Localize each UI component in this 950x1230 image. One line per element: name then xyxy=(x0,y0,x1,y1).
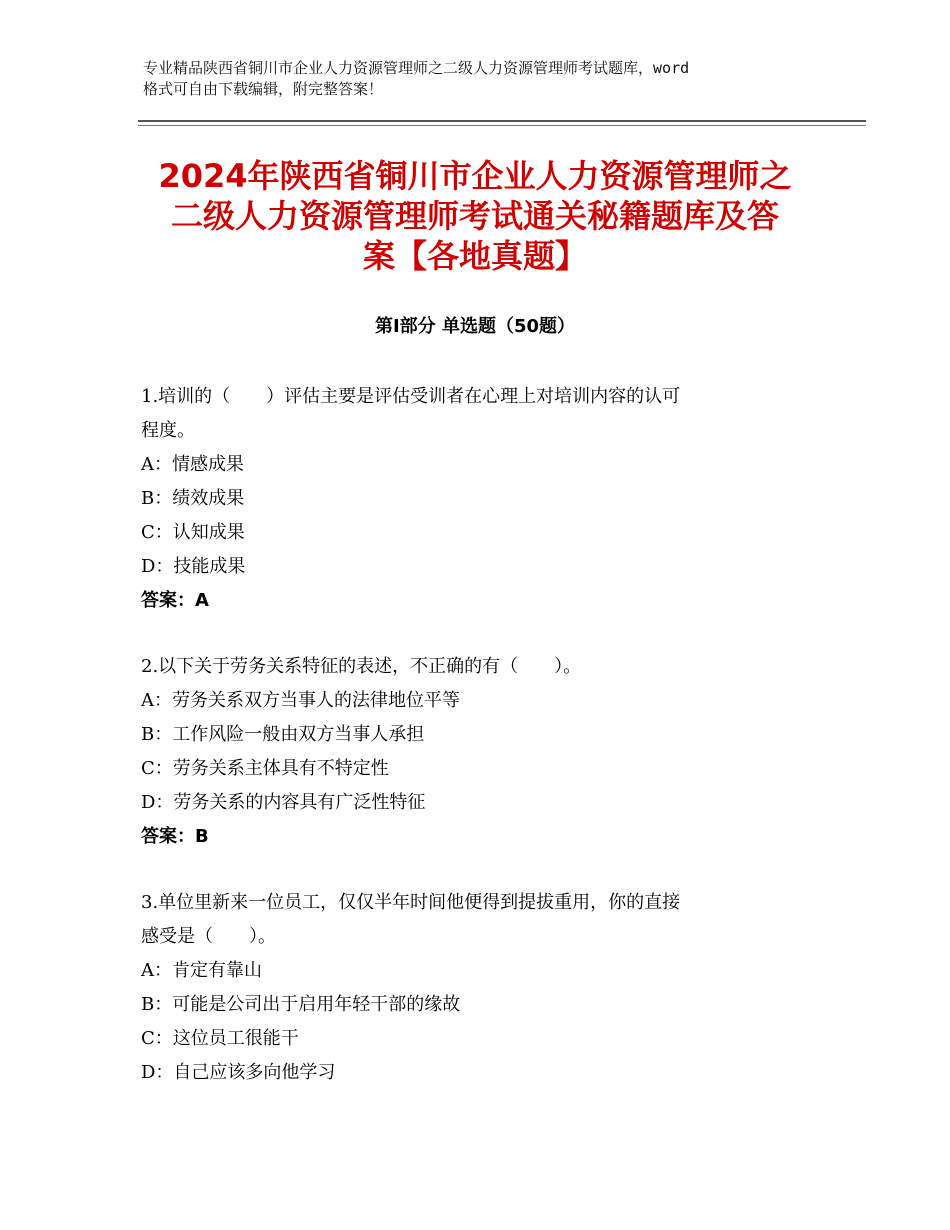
option-b: B：可能是公司出于启用年轻干部的缘故 xyxy=(141,994,461,1015)
option-b: B：绩效成果 xyxy=(141,488,245,509)
option-d: D：自己应该多向他学习 xyxy=(141,1062,336,1083)
option-c: C：这位员工很能干 xyxy=(141,1028,299,1049)
question-stem-line: 感受是（ ）。 xyxy=(141,926,276,947)
header-note-line-1: 专业精品陕西省铜川市企业人力资源管理师之二级人力资源管理师考试题库，word xyxy=(143,59,690,77)
answer-label: 答案：A xyxy=(141,590,209,611)
option-d: D：技能成果 xyxy=(141,556,246,577)
section-title: 第Ⅰ部分 单选题（50题） xyxy=(374,316,575,337)
title-line-1: 2024年陕西省铜川市企业人力资源管理师之 xyxy=(158,157,792,195)
option-b: B：工作风险一般由双方当事人承担 xyxy=(141,724,425,745)
question-list xyxy=(141,380,821,1122)
option-a: A：劳务关系双方当事人的法律地位平等 xyxy=(141,690,460,711)
question-3 xyxy=(141,886,821,1090)
question-2 xyxy=(141,650,821,854)
answer-label: 答案：B xyxy=(141,826,209,847)
option-d: D：劳务关系的内容具有广泛性特征 xyxy=(141,792,426,813)
question-stem-line: 程度。 xyxy=(141,420,195,441)
option-c: C：认知成果 xyxy=(141,522,245,543)
question-stem-line: 2.以下关于劳务关系特征的表述，不正确的有（ ）。 xyxy=(141,656,582,677)
option-c: C：劳务关系主体具有不特定性 xyxy=(141,758,389,779)
title-line-3: 案【各地真题】 xyxy=(362,237,587,275)
option-a: A：情感成果 xyxy=(141,454,244,475)
option-a: A：肯定有靠山 xyxy=(141,960,262,981)
header-divider-thin xyxy=(138,125,866,126)
header-divider-thick xyxy=(138,120,866,122)
header-note xyxy=(143,58,843,100)
question-1 xyxy=(141,380,821,618)
question-stem-line: 1.培训的（ ）评估主要是评估受训者在心理上对培训内容的认可 xyxy=(141,386,681,407)
title-line-2: 二级人力资源管理师考试通关秘籍题库及答 xyxy=(170,197,779,235)
question-stem-line: 3.单位里新来一位员工，仅仅半年时间他便得到提拔重用，你的直接 xyxy=(141,892,681,913)
header-note-line-2: 格式可自由下载编辑，附完整答案！ xyxy=(143,80,384,98)
document-title xyxy=(130,156,820,276)
